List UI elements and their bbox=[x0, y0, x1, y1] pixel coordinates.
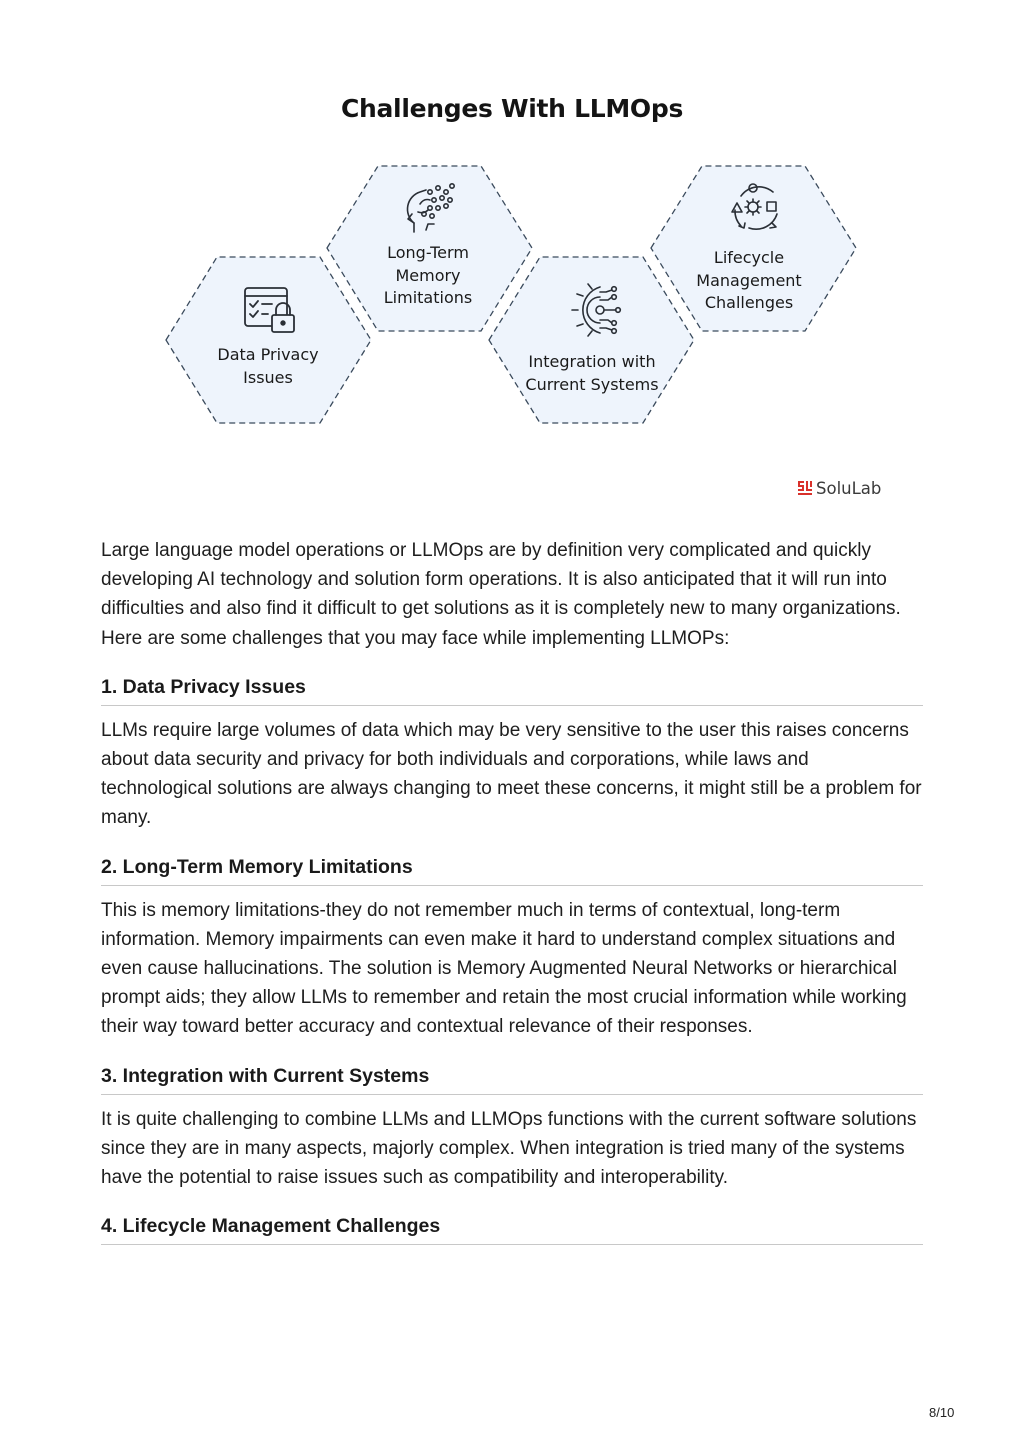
section-heading-integration: 3. Integration with Current Systems bbox=[101, 1065, 923, 1095]
section-body-integration: It is quite challenging to combine LLMs and LLMOps functions with the current software solutions since they are in many aspects, majorly complex. When integration is tried many of the systems have the potential to raise issues such as compatibility and interoperability. bbox=[101, 1108, 917, 1189]
article-body bbox=[101, 536, 923, 1245]
section-body-data-privacy: LLMs require large volumes of data which may be very sensitive to the user this raises concerns about data security and privacy for both individuals and corporations, while laws and technological solutions are always changing to meet these concerns, it might still be a problem for many. bbox=[101, 719, 922, 829]
figure-title: Challenges With LLMOps bbox=[340, 94, 684, 123]
section-heading-lifecycle: 4. Lifecycle Management Challenges bbox=[101, 1215, 923, 1245]
intro-paragraph: Large language model operations or LLMOps are by definition very complicated and quickly developing AI technology and solution form operations. It is also anticipated that it will run into difficulties and also find it difficult to get solutions as it is completely new to many organizations. Here are some challenges that you may face while implementing LLMOPs: bbox=[101, 540, 901, 649]
section-body-long-term-memory: This is memory limitations-they do not remember much in terms of contextual, long-term information. Memory impairments can even make it hard to understand complex situations and even cause hallucinations. The solution is Memory Augmented Neural Networks or hierarchical prompt aids; they allow LLMs to remember and retain the most crucial information while working their way toward better accuracy and contextual relevance of their responses. bbox=[101, 899, 907, 1038]
solulab-mark-icon bbox=[798, 481, 812, 495]
brand-name: SoluLab bbox=[816, 478, 882, 498]
hexagon-label-integration: Integration with Current Systems bbox=[525, 352, 659, 394]
hexagon-label-long-term-memory: Long-Term Memory Limitations bbox=[383, 243, 473, 307]
solulab-logo bbox=[798, 478, 881, 498]
llmops-challenges-figure bbox=[0, 0, 1024, 520]
section-heading-long-term-memory: 2. Long-Term Memory Limitations bbox=[101, 856, 923, 886]
page-number: 8/10 bbox=[929, 1405, 955, 1420]
section-heading-data-privacy: 1. Data Privacy Issues bbox=[101, 676, 923, 706]
hexagon-data-privacy bbox=[166, 257, 371, 423]
hexagon-integration bbox=[489, 257, 694, 423]
hexagon-label-lifecycle: Lifecycle Management Challenges bbox=[696, 248, 802, 312]
hexagon-label-data-privacy: Data Privacy Issues bbox=[217, 345, 319, 387]
hexagon-diagram bbox=[0, 0, 1024, 520]
